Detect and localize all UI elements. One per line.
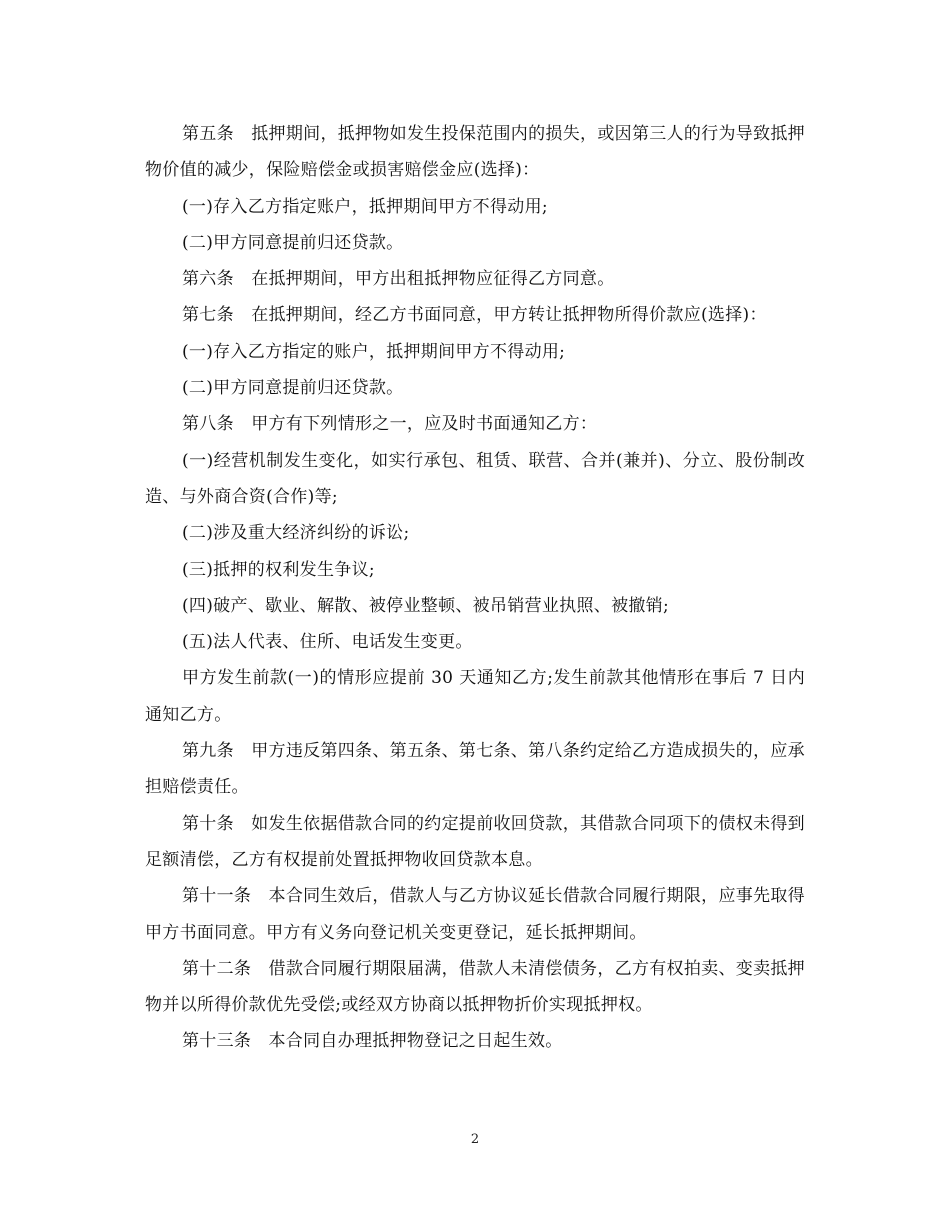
paragraph-clause-8-5: (五)法人代表、住所、电话发生变更。 xyxy=(182,632,473,653)
paragraph-article-9: 第九条 甲方违反第四条、第五条、第七条、第八条约定给乙方造成损失的，应承担赔偿责任。 xyxy=(145,741,805,798)
paragraph-clause-7-1: (一)存入乙方指定的账户，抵押期间甲方不得动用; xyxy=(182,341,566,362)
paragraph-article-8: 第八条 甲方有下列情形之一，应及时书面通知乙方： xyxy=(182,414,598,435)
document-body xyxy=(145,116,805,1060)
paragraph-clause-8-1: (一)经营机制发生变化，如实行承包、租赁、联营、合并(兼并)、分立、股份制改造、与外商合资(合作)等; xyxy=(145,450,805,507)
paragraph-clause-8-2: (二)涉及重大经济纠纷的诉讼; xyxy=(182,523,410,544)
paragraph-article-13: 第十三条 本合同自办理抵押物登记之日起生效。 xyxy=(182,1031,563,1052)
paragraph-clause-5-1: (一)存入乙方指定账户，抵押期间甲方不得动用; xyxy=(182,196,548,217)
paragraph-clause-7-2: (二)甲方同意提前归还贷款。 xyxy=(182,378,404,399)
paragraph-article-8-notice: 甲方发生前款(一)的情形应提前 30 天通知乙方;发生前款其他情形在事后 7 日内通知乙方。 xyxy=(145,668,805,725)
paragraph-clause-8-4: (四)破产、歇业、解散、被停业整顿、被吊销营业执照、被撤销; xyxy=(182,595,669,616)
paragraph-clause-5-2: (二)甲方同意提前归还贷款。 xyxy=(182,232,404,253)
paragraph-article-5: 第五条 抵押期间，抵押物如发生投保范围内的损失，或因第三人的行为导致抵押物价值的减少，保险赔偿金或损害赔偿金应(选择)： xyxy=(145,124,805,181)
paragraph-article-11: 第十一条 本合同生效后，借款人与乙方协议延长借款合同履行期限，应事先取得甲方书面同意。甲方有义务向登记机关变更登记，延长抵押期间。 xyxy=(145,886,805,943)
paragraph-clause-8-3: (三)抵押的权利发生争议; xyxy=(182,559,375,580)
paragraph-article-6: 第六条 在抵押期间，甲方出租抵押物应征得乙方同意。 xyxy=(182,269,615,290)
page-number: 2 xyxy=(470,1132,480,1147)
paragraph-article-7: 第七条 在抵押期间，经乙方书面同意，甲方转让抵押物所得价款应(选择)： xyxy=(182,305,767,326)
paragraph-article-10: 第十条 如发生依据借款合同的约定提前收回贷款，其借款合同项下的债权未得到足额清偿，乙方有权提前处置抵押物收回贷款本息。 xyxy=(145,813,805,870)
paragraph-article-12: 第十二条 借款合同履行期限届满，借款人未清偿债务，乙方有权拍卖、变卖抵押物并以所得价款优先受偿;或经双方协商以抵押物折价实现抵押权。 xyxy=(145,958,805,1016)
